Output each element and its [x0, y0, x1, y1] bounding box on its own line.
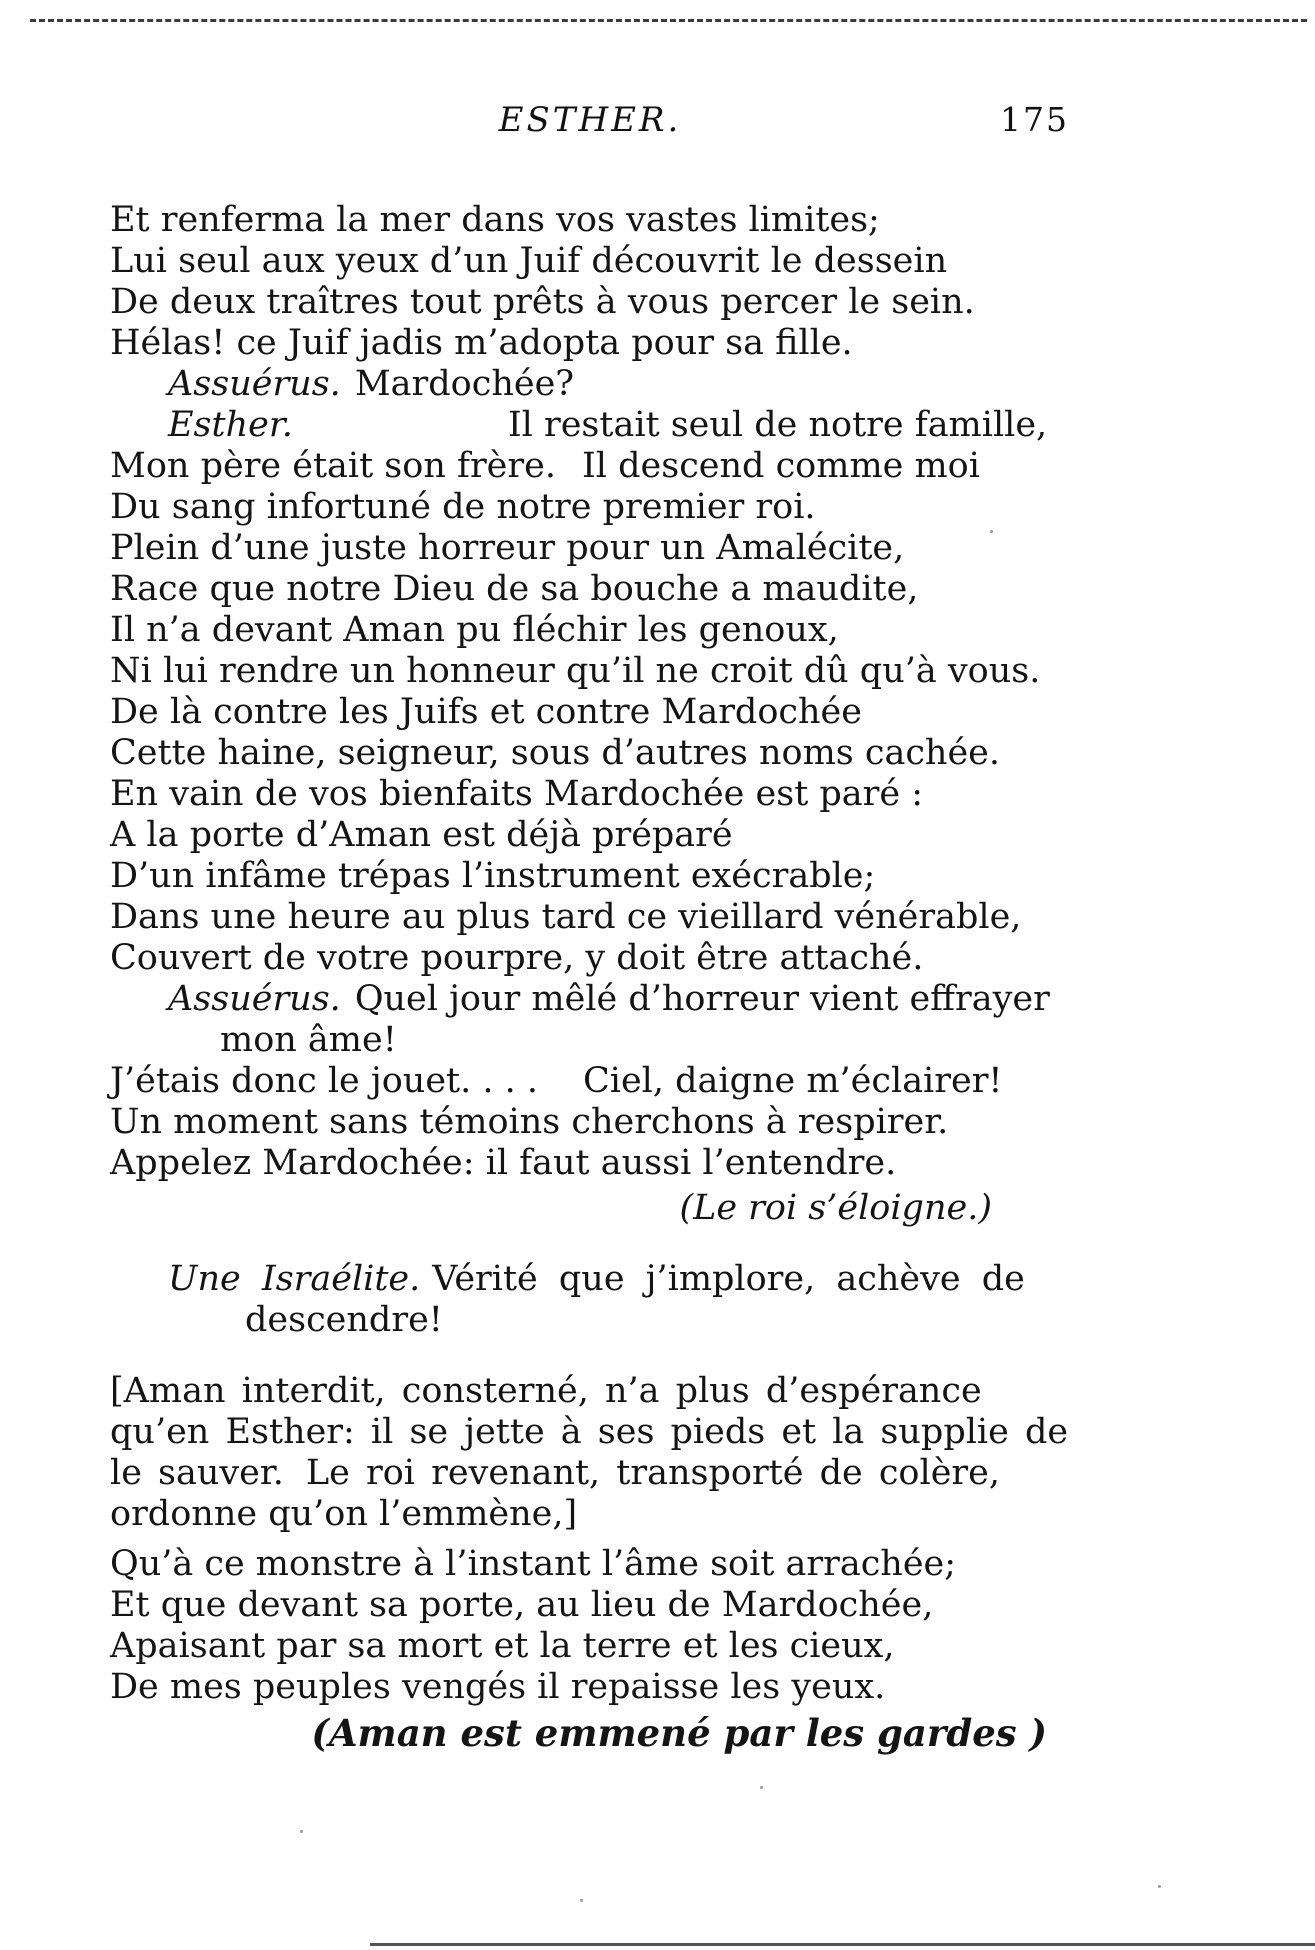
line-text: Et que devant sa porte, au lieu de Mardochée, [110, 1585, 934, 1625]
text-line [110, 774, 1062, 815]
line-text: Ni lui rendre un honneur qu’il ne croit dû qu’à vous. [110, 651, 1041, 691]
text-line [110, 405, 1062, 446]
text-line [110, 651, 1062, 692]
text-line [110, 323, 1062, 364]
scan-speck [1158, 1885, 1161, 1888]
line-text: De là contre les Juifs et contre Mardochée [110, 692, 862, 732]
speaker-or-stage-text: (Le roi s’éloigne.) [679, 1188, 992, 1228]
text-line [110, 1371, 1062, 1412]
line-text: Mardochée? [354, 364, 575, 404]
scan-speck [760, 1786, 763, 1789]
bottom-rule [370, 1943, 1315, 1946]
text-line [110, 569, 1062, 610]
line-text: ordonne qu’on l’emmène,] [110, 1494, 578, 1534]
line-text: En vain de vos bienfaits Mardochée est paré : [110, 774, 924, 814]
text-line [110, 1667, 1062, 1708]
line-text: D’un infâme trépas l’instrument exécrable; [110, 856, 876, 896]
text-line [110, 979, 1062, 1020]
text-line [110, 1626, 1062, 1667]
line-text: [Aman interdit, consterné, n’a plus d’espérance [110, 1371, 982, 1411]
line-text: Couvert de votre pourpre, y doit être attaché. [110, 938, 924, 978]
text-line [110, 364, 1062, 405]
speaker-or-stage-text: Assuérus. [168, 364, 341, 404]
line-text: Race que notre Dieu de sa bouche a maudite, [110, 569, 919, 609]
text-block [110, 200, 1069, 1757]
line-text: Quel jour mêlé d’horreur vient effrayer [354, 979, 1050, 1019]
inline-gap [293, 435, 508, 436]
line-text: Il n’a devant Aman pu fléchir les genoux, [110, 610, 839, 650]
text-line [110, 200, 1062, 241]
line-text: Le roi revenant, transporté de colère, [305, 1453, 1000, 1493]
line-text: Un moment sans témoins cherchons à respirer. [110, 1102, 949, 1142]
text-line [110, 1143, 1062, 1184]
text-line [110, 692, 1062, 733]
line-text: Il descend comme moi [581, 446, 980, 486]
speaker-or-stage-text: Une Israélite. [168, 1259, 421, 1299]
text-line [110, 446, 1062, 487]
text-line [110, 1061, 1062, 1102]
text-line [110, 282, 1062, 323]
speaker-or-stage-text: (Aman est emmené par les gardes ) [311, 1711, 1047, 1755]
line-text: Apaisant par sa mort et la terre et les cieux, [110, 1626, 895, 1666]
text-line [110, 1102, 1062, 1143]
line-text: J’étais donc le jouet. . . . [110, 1061, 538, 1101]
text-line [110, 1453, 1062, 1494]
text-line [110, 610, 1062, 651]
inline-gap [341, 1009, 355, 1010]
text-line [110, 1544, 1062, 1585]
line-text: Dans une heure au plus tard ce vieillard vénérable, [110, 897, 1022, 937]
text-line [110, 1188, 1062, 1229]
line-text: Qu’à ce monstre à l’instant l’âme soit arrachée; [110, 1544, 957, 1584]
text-line [110, 1585, 1062, 1626]
inline-gap [284, 1483, 306, 1484]
line-text: mon âme! [220, 1020, 397, 1060]
line-text: De deux traîtres tout prêts à vous percer le sein. [110, 282, 975, 322]
page-title: ESTHER. [498, 100, 682, 140]
speaker-or-stage-text: Esther. [168, 405, 293, 445]
line-text: Il restait seul de notre famille, [507, 405, 1048, 445]
line-text: qu’en Esther: il se jette à ses pieds et la supplie de [110, 1412, 1069, 1452]
scan-speck [300, 1830, 303, 1833]
line-text: Hélas! ce Juif jadis m’adopta pour sa fille. [110, 323, 853, 363]
text-line [110, 1710, 1062, 1757]
text-line [110, 528, 1062, 569]
line-text: le sauver. [110, 1453, 284, 1493]
text-line [110, 1259, 1062, 1300]
text-line [110, 815, 1062, 856]
text-line [110, 897, 1062, 938]
text-line [110, 856, 1062, 897]
inline-gap [341, 394, 355, 395]
text-line [110, 938, 1062, 979]
inline-gap [556, 476, 582, 477]
text-line [110, 487, 1062, 528]
line-text: Appelez Mardochée: il faut aussi l’entendre. [110, 1143, 897, 1183]
text-line [110, 241, 1062, 282]
text-line [110, 1020, 1062, 1061]
line-text: A la porte d’Aman est déjà préparé [110, 815, 733, 855]
scan-speck [990, 530, 993, 533]
page-number: 175 [1000, 100, 1069, 139]
line-text: descendre! [245, 1300, 443, 1340]
line-text: Cette haine, seigneur, sous d’autres noms cachée. [110, 733, 1001, 773]
speaker-or-stage-text: Assuérus. [168, 979, 341, 1019]
line-text: Vérité que j’implore, achève de [432, 1259, 1025, 1299]
line-text: Et renferma la mer dans vos vastes limites; [110, 200, 880, 240]
text-line [110, 733, 1062, 774]
inline-gap [538, 1091, 583, 1092]
scan-speck [580, 1899, 583, 1902]
line-text: Ciel, daigne m’éclairer! [582, 1061, 1003, 1101]
text-line [110, 1412, 1069, 1453]
top-rule [30, 19, 1307, 22]
line-text: Du sang infortuné de notre premier roi. [110, 487, 816, 527]
inline-gap [420, 1289, 432, 1290]
line-text: De mes peuples vengés il repaisse les yeux. [110, 1667, 886, 1707]
text-line [110, 1300, 1062, 1341]
line-text: Mon père était son frère. [110, 446, 556, 486]
line-text: Lui seul aux yeux d’un Juif découvrit le dessein [110, 241, 948, 281]
text-line [110, 1494, 1062, 1535]
line-text: Plein d’une juste horreur pour un Amalécite, [110, 528, 905, 568]
